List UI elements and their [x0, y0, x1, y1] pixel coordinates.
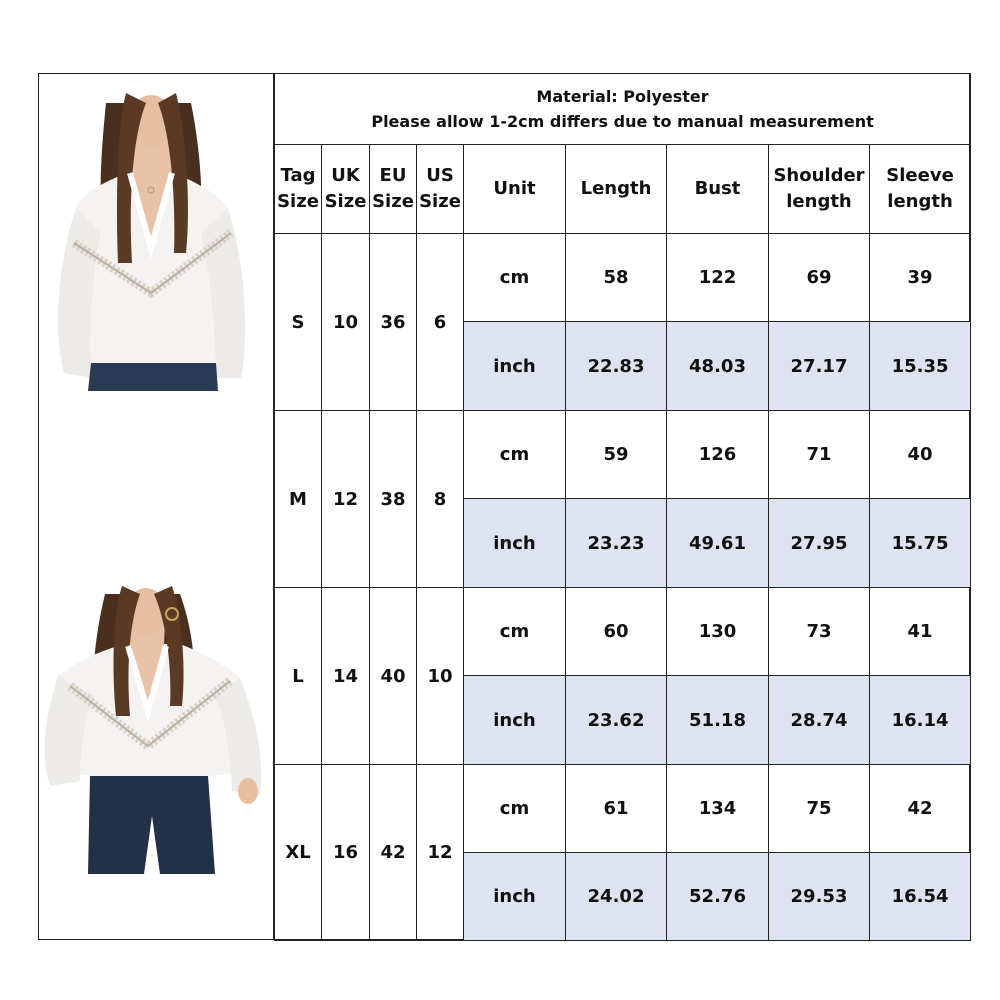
us-size-cell: 12 [417, 765, 464, 941]
sleeve-cell: 41 [870, 588, 971, 676]
bust-cell: 48.03 [667, 322, 769, 411]
length-cell: 24.02 [566, 853, 667, 941]
uk-size-cell: 12 [322, 411, 370, 588]
unit-cell: cm [464, 765, 566, 853]
col-header-bust: Bust [667, 145, 769, 234]
col-header-tag-size: Tag Size [275, 145, 322, 234]
us-size-cell: 6 [417, 234, 464, 411]
shoulder-cell: 27.95 [769, 499, 870, 588]
sleeve-cell: 16.54 [870, 853, 971, 941]
col-header-eu-size: EU Size [370, 145, 417, 234]
eu-size-cell: 36 [370, 234, 417, 411]
shoulder-cell: 73 [769, 588, 870, 676]
model-photo-front [46, 93, 256, 391]
shoulder-cell: 75 [769, 765, 870, 853]
uk-size-cell: 16 [322, 765, 370, 941]
length-cell: 23.62 [566, 676, 667, 765]
photo-column [38, 73, 274, 940]
sleeve-cell: 42 [870, 765, 971, 853]
unit-cell: cm [464, 588, 566, 676]
table-row [275, 411, 971, 499]
tag-size-cell: M [275, 411, 322, 588]
unit-cell: inch [464, 676, 566, 765]
shoulder-cell: 71 [769, 411, 870, 499]
bust-cell: 49.61 [667, 499, 769, 588]
length-cell: 59 [566, 411, 667, 499]
uk-size-cell: 10 [322, 234, 370, 411]
sleeve-cell: 15.75 [870, 499, 971, 588]
col-header-sleeve-length: Sleeve length [870, 145, 971, 234]
unit-cell: cm [464, 234, 566, 322]
eu-size-cell: 38 [370, 411, 417, 588]
col-header-unit: Unit [464, 145, 566, 234]
sleeve-cell: 40 [870, 411, 971, 499]
notes-header [275, 74, 971, 145]
bust-cell: 51.18 [667, 676, 769, 765]
table-row [275, 765, 971, 853]
unit-cell: inch [464, 322, 566, 411]
length-cell: 22.83 [566, 322, 667, 411]
material-note: Material: Polyester [536, 87, 709, 106]
col-header-uk-size: UK Size [322, 145, 370, 234]
shoulder-cell: 28.74 [769, 676, 870, 765]
header-row [275, 145, 971, 234]
unit-cell: inch [464, 853, 566, 941]
sleeve-cell: 16.14 [870, 676, 971, 765]
bust-cell: 52.76 [667, 853, 769, 941]
length-cell: 23.23 [566, 499, 667, 588]
tag-size-cell: S [275, 234, 322, 411]
bust-cell: 122 [667, 234, 769, 322]
us-size-cell: 8 [417, 411, 464, 588]
shoulder-cell: 27.17 [769, 322, 870, 411]
us-size-cell: 10 [417, 588, 464, 765]
measurement-note: Please allow 1-2cm differs due to manual measurement [371, 112, 874, 131]
col-header-length: Length [566, 145, 667, 234]
tag-size-cell: L [275, 588, 322, 765]
sleeve-cell: 39 [870, 234, 971, 322]
sleeve-cell: 15.35 [870, 322, 971, 411]
unit-cell: inch [464, 499, 566, 588]
eu-size-cell: 42 [370, 765, 417, 941]
bust-cell: 134 [667, 765, 769, 853]
unit-cell: cm [464, 411, 566, 499]
eu-size-cell: 40 [370, 588, 417, 765]
length-cell: 60 [566, 588, 667, 676]
table-row [275, 588, 971, 676]
shoulder-cell: 29.53 [769, 853, 870, 941]
model-photo-angled [40, 586, 268, 874]
tag-size-cell: XL [275, 765, 322, 941]
col-header-shoulder-length: Shoulder length [769, 145, 870, 234]
bust-cell: 126 [667, 411, 769, 499]
length-cell: 58 [566, 234, 667, 322]
table-row [275, 234, 971, 322]
shoulder-cell: 69 [769, 234, 870, 322]
bust-cell: 130 [667, 588, 769, 676]
col-header-us-size: US Size [417, 145, 464, 234]
uk-size-cell: 14 [322, 588, 370, 765]
size-chart-table [274, 73, 971, 941]
length-cell: 61 [566, 765, 667, 853]
